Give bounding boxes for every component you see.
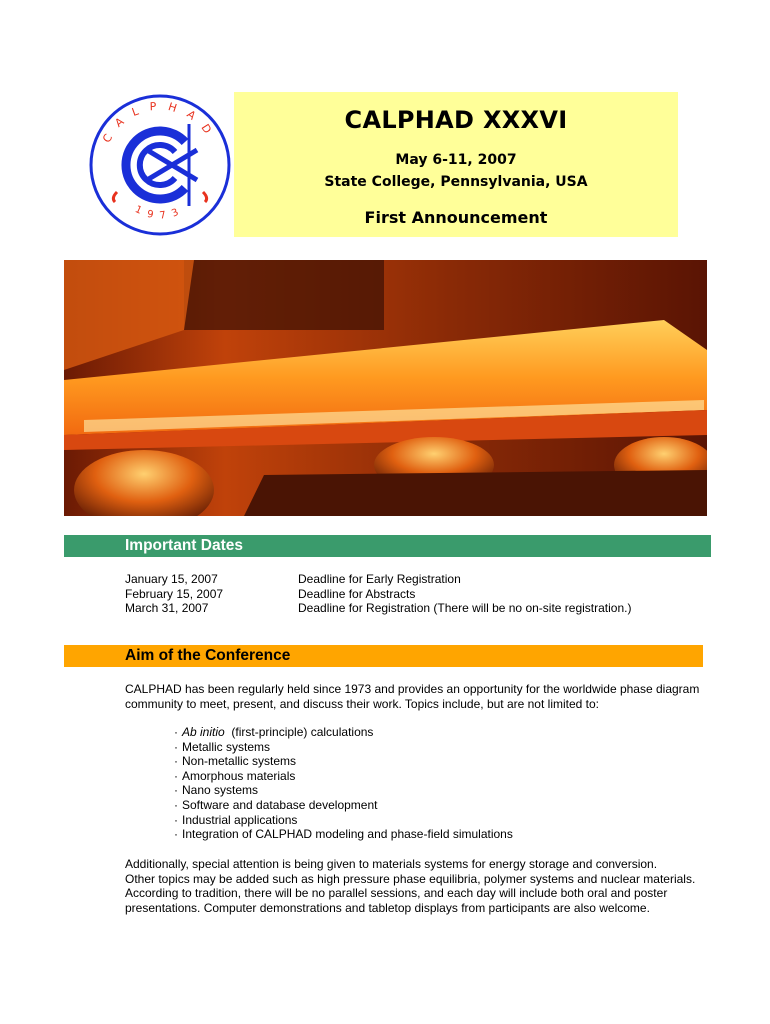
closing-line: presentations. Computer demonstrations and tabletop displays from participants are also welcome. (125, 900, 650, 915)
calphad-logo (89, 94, 231, 236)
title-box (234, 92, 678, 237)
topic-text: Industrial applications (182, 812, 298, 827)
date-description: Deadline for Abstracts (298, 586, 416, 601)
topic-item (174, 827, 513, 842)
intro-line: CALPHAD has been regularly held since 1973 and provides an opportunity for the worldwide phase diagram (125, 682, 700, 696)
closing-line: According to tradition, there will be no parallel sessions, and each day will include both oral and poster (125, 886, 668, 901)
topic-text: (first-principle) calculations (231, 725, 374, 739)
date-row (125, 587, 685, 602)
bullet-icon: · (174, 739, 178, 754)
topic-item (174, 798, 513, 813)
bullet-icon: · (174, 812, 178, 827)
bullet-icon: · (174, 768, 178, 783)
topic-text: Integration of CALPHAD modeling and phase-field simulations (182, 827, 513, 842)
date-value: January 15, 2007 (125, 572, 218, 586)
aim-intro (125, 682, 705, 711)
svg-text:1973: 1973 (133, 204, 187, 222)
bullet-icon: · (174, 827, 178, 842)
topic-item (174, 783, 513, 798)
bullet-icon: · (174, 725, 178, 739)
topic-italic: Ab initio (182, 725, 225, 739)
aim-heading: Aim of the Conference (64, 645, 703, 667)
announcement-label: First Announcement (364, 208, 548, 227)
topic-text: Software and database development (182, 797, 378, 812)
date-row (125, 572, 685, 587)
closing-line: Other topics may be added such as high pressure phase equilibria, polymer systems and nuclear materials. (125, 871, 696, 886)
topic-text: Amorphous materials (182, 768, 296, 783)
bullet-icon: · (174, 783, 178, 798)
topic-item (174, 725, 513, 740)
svg-text:CALPHAD: CALPHAD (100, 99, 220, 146)
topic-text: Non-metallic systems (182, 754, 297, 769)
topic-item (174, 813, 513, 828)
closing-line: Additionally, special attention is being given to materials systems for energy storage and conversion. (125, 857, 658, 871)
date-value: March 31, 2007 (125, 601, 209, 615)
date-description: Deadline for Registration (There will be no on-site registration.) (298, 601, 632, 615)
topic-item (174, 769, 513, 784)
important-dates-list (125, 572, 685, 616)
bullet-icon: · (174, 754, 178, 769)
topic-text: Metallic systems (182, 739, 271, 754)
important-dates-heading: Important Dates (64, 535, 711, 557)
conference-title: CALPHAD XXXVI (344, 106, 568, 134)
date-row (125, 601, 685, 616)
topic-item (174, 754, 513, 769)
hot-steel-slab-photo (64, 260, 707, 516)
topic-text: Nano systems (182, 783, 259, 798)
conference-location: State College, Pennsylvania, USA (324, 174, 588, 190)
aim-closing (125, 857, 705, 915)
date-description: Deadline for Early Registration (298, 572, 461, 586)
topic-item (174, 740, 513, 755)
topics-list (174, 725, 513, 842)
date-value: February 15, 2007 (125, 586, 224, 601)
intro-line: community to meet, present, and discuss their work. Topics include, but are not limited to: (125, 696, 599, 711)
conference-dates: May 6-11, 2007 (395, 152, 517, 168)
bullet-icon: · (174, 797, 178, 812)
